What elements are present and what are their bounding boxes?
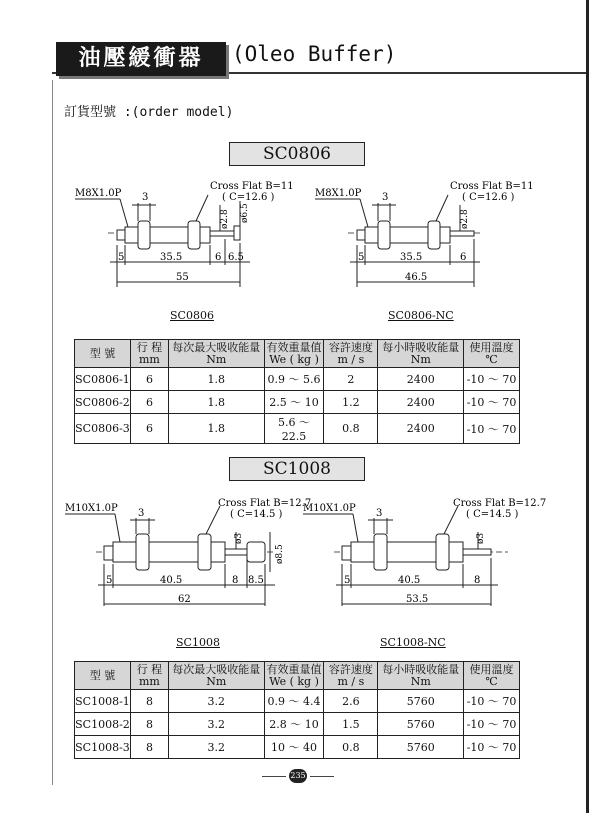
cell-energy-hour: 2400	[378, 414, 464, 444]
col-temp: 使用溫度 ℃	[464, 340, 520, 368]
thread-label: M10X1.0P	[65, 503, 118, 514]
thread-label: M10X1.0P	[303, 503, 356, 514]
dim-dia-tip: ø6.5	[240, 203, 250, 223]
flat-c-label: ( C=14.5 )	[230, 509, 283, 520]
drawing-sc0806	[60, 175, 580, 295]
cell-weight: 0.9 ～ 4.4	[264, 690, 324, 713]
spec-table-sc1008	[74, 661, 520, 759]
dim-body: 40.5	[398, 575, 421, 586]
order-model-label: 訂貨型號 :(order model)	[64, 105, 234, 120]
cell-energy: 1.8	[168, 414, 264, 444]
page-number-rule-right	[310, 776, 334, 777]
dim-total: 53.5	[406, 594, 429, 605]
model-title-sc1008: SC1008	[229, 457, 365, 481]
cell-speed: 0.8	[324, 736, 378, 759]
cell-temp: -10 ～ 70	[464, 368, 520, 391]
dim-nut: 3	[376, 508, 383, 519]
cell-temp: -10 ～ 70	[464, 690, 520, 713]
dim-total: 62	[178, 594, 191, 605]
col-energy-hour: 每小時吸收能量 Nm	[378, 662, 464, 690]
dim-rod: 6	[215, 252, 222, 263]
cell-energy: 1.8	[168, 391, 264, 414]
col-energy-cycle: 每次最大吸收能量 Nm	[168, 662, 264, 690]
cell-temp: -10 ～ 70	[464, 414, 520, 444]
cell-energy-hour: 2400	[378, 391, 464, 414]
dim-body: 35.5	[160, 252, 183, 263]
flat-label: Cross Flat B=12.7	[453, 498, 547, 509]
cell-stroke: 8	[130, 713, 168, 736]
cell-model: SC0806-1	[75, 368, 131, 391]
spec-table-sc0806	[74, 339, 520, 444]
flat-label: Cross Flat B=11	[450, 181, 534, 192]
dim-rod: 8	[474, 575, 481, 586]
dim-nut: 3	[138, 508, 145, 519]
col-model: 型 號	[75, 340, 131, 368]
dim-total: 46.5	[405, 272, 428, 283]
col-model: 型 號	[75, 662, 131, 690]
caption-sc0806: SC0806	[170, 309, 214, 322]
table-row	[75, 713, 520, 736]
cell-model: SC1008-1	[75, 690, 131, 713]
cell-weight: 5.6 ～ 22.5	[264, 414, 324, 444]
model-title-sc0806: SC0806	[229, 142, 365, 166]
page-edge-bar	[586, 0, 589, 813]
dim-total: 55	[176, 272, 189, 283]
dim-rod: 8	[232, 575, 239, 586]
dim-5: 5	[344, 575, 351, 586]
table-row	[75, 368, 520, 391]
table-header	[75, 340, 520, 368]
flat-c-label: ( C=12.6 )	[222, 192, 275, 203]
cell-stroke: 6	[130, 414, 168, 444]
cell-speed: 0.8	[324, 414, 378, 444]
cell-energy: 3.2	[168, 690, 264, 713]
dim-5: 5	[106, 575, 113, 586]
flat-label: Cross Flat B=12.7	[218, 498, 312, 509]
flat-c-label: ( C=14.5 )	[466, 509, 519, 520]
cell-stroke: 6	[130, 391, 168, 414]
caption-sc1008: SC1008	[176, 636, 220, 649]
table-header	[75, 662, 520, 690]
drawing-sc0806-full	[75, 181, 294, 287]
caption-sc0806-nc: SC0806-NC	[388, 309, 454, 322]
table-row	[75, 736, 520, 759]
dim-5: 5	[358, 252, 365, 263]
col-temp: 使用溫度 ℃	[464, 662, 520, 690]
cell-speed: 2	[324, 368, 378, 391]
caption-sc1008-nc: SC1008-NC	[380, 636, 446, 649]
cell-energy-hour: 2400	[378, 368, 464, 391]
dim-dia-rod: ø2.8	[460, 209, 470, 229]
title-zh: 油壓緩衝器	[56, 42, 226, 76]
drawing-sc1008-full	[65, 498, 311, 606]
cell-energy: 3.2	[168, 736, 264, 759]
cell-model: SC0806-2	[75, 391, 131, 414]
cell-stroke: 8	[130, 736, 168, 759]
cell-energy-hour: 5760	[378, 713, 464, 736]
cell-temp: -10 ～ 70	[464, 736, 520, 759]
dim-dia-rod: ø2.8	[220, 209, 230, 229]
cell-energy: 3.2	[168, 713, 264, 736]
col-weight: 有效重量值 We ( kg )	[264, 340, 324, 368]
col-stroke: 行 程 mm	[130, 340, 168, 368]
thread-label: M8X1.0P	[75, 188, 122, 199]
page-number: 235	[289, 769, 307, 783]
cell-weight: 0.9 ～ 5.6	[264, 368, 324, 391]
cell-energy-hour: 5760	[378, 736, 464, 759]
col-speed: 容許速度 m / s	[324, 340, 378, 368]
drawing-sc0806-nc	[315, 181, 534, 287]
cell-energy: 1.8	[168, 368, 264, 391]
dim-dia-rod: ø3	[234, 532, 244, 544]
flat-c-label: ( C=12.6 )	[462, 192, 515, 203]
table-row	[75, 414, 520, 444]
col-stroke: 行 程 mm	[130, 662, 168, 690]
dim-rod: 6	[460, 252, 467, 263]
cell-model: SC1008-3	[75, 736, 131, 759]
dim-nut: 3	[142, 192, 149, 203]
title-en: (Oleo Buffer)	[232, 42, 397, 66]
thread-label: M8X1.0P	[315, 188, 362, 199]
col-speed: 容許速度 m / s	[324, 662, 378, 690]
flat-label: Cross Flat B=11	[210, 181, 294, 192]
col-weight: 有效重量值 We ( kg )	[264, 662, 324, 690]
content-left-border	[52, 80, 53, 785]
cell-model: SC1008-2	[75, 713, 131, 736]
dim-tip: 6.5	[228, 252, 244, 263]
drawing-sc1008-nc	[303, 498, 546, 606]
dim-dia-tip: ø8.5	[275, 544, 285, 564]
drawing-sc1008	[60, 492, 580, 614]
cell-energy-hour: 5760	[378, 690, 464, 713]
table-row	[75, 690, 520, 713]
cell-weight: 10 ～ 40	[264, 736, 324, 759]
dim-body: 40.5	[160, 575, 183, 586]
cell-speed: 2.6	[324, 690, 378, 713]
dim-nut: 3	[382, 192, 389, 203]
cell-weight: 2.8 ～ 10	[264, 713, 324, 736]
cell-stroke: 8	[130, 690, 168, 713]
cell-speed: 1.2	[324, 391, 378, 414]
cell-stroke: 6	[130, 368, 168, 391]
dim-dia-rod: ø3	[476, 532, 486, 544]
cell-model: SC0806-3	[75, 414, 131, 444]
page-number-rule-left	[262, 776, 286, 777]
cell-temp: -10 ～ 70	[464, 391, 520, 414]
dim-tip: 8.5	[248, 575, 264, 586]
col-energy-cycle: 每次最大吸收能量 Nm	[168, 340, 264, 368]
cell-temp: -10 ～ 70	[464, 713, 520, 736]
dim-body: 35.5	[400, 252, 423, 263]
cell-speed: 1.5	[324, 713, 378, 736]
col-energy-hour: 每小時吸收能量 Nm	[378, 340, 464, 368]
dim-5: 5	[118, 252, 125, 263]
cell-weight: 2.5 ～ 10	[264, 391, 324, 414]
table-row	[75, 391, 520, 414]
